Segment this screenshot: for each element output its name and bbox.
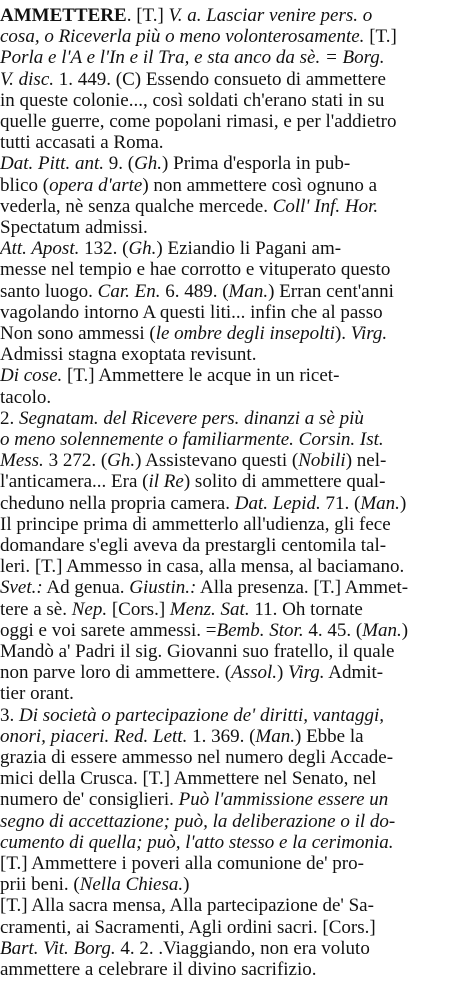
entry-text: ammettere a celebrare il divino sacrifizio. bbox=[0, 959, 317, 980]
entry-text: vagolando intorno A questi liti... infin che al passo bbox=[0, 301, 383, 323]
italic-text: Nobili bbox=[298, 450, 346, 472]
entry-text: grazia di essere ammesso nel numero degli Accade- bbox=[0, 747, 394, 768]
italic-text: Car. En. bbox=[97, 280, 161, 302]
entry-text: blico ( bbox=[0, 174, 50, 196]
italic-text: Man. bbox=[362, 619, 402, 641]
italic-text: Menz. Sat. bbox=[169, 598, 250, 620]
entry-text: Alla presenza. [T.] Ammet- bbox=[196, 577, 409, 599]
entry-text: ) Erran cent'anni bbox=[268, 280, 394, 302]
italic-text: Dat. Lepid. bbox=[234, 492, 321, 514]
entry-line bbox=[0, 958, 462, 982]
entry-text: ) bbox=[399, 492, 407, 514]
entry-text: ) Prima d'esporla in pub- bbox=[162, 153, 351, 175]
italic-text: Di cose. bbox=[0, 365, 63, 387]
entry-text: Non sono ammessi ( bbox=[0, 323, 156, 344]
entry-text: santo luogo. bbox=[0, 280, 98, 302]
entry-text: ) solito di ammettere qual- bbox=[183, 471, 386, 493]
entry-text: [T.] Ammettere i poveri alla comunione de' pro- bbox=[0, 853, 364, 874]
entry-text: 3 272. ( bbox=[43, 450, 108, 472]
entry-text: ) Assistevano questi ( bbox=[135, 450, 299, 472]
italic-text: Coll' Inf. Hor. bbox=[272, 195, 379, 217]
entry-text: ) bbox=[277, 662, 289, 684]
entry-text: tier orant. bbox=[0, 683, 74, 705]
italic-text: Virg. bbox=[288, 662, 325, 684]
italic-text: opera d'arte bbox=[49, 174, 143, 196]
entry-text: ). bbox=[334, 323, 351, 344]
italic-text: il Re bbox=[148, 471, 184, 493]
entry-text: Admissi stagna exoptata revisunt. bbox=[0, 344, 257, 366]
entry-text: quelle guerre, come popolani rimasi, e per l'addietro bbox=[0, 111, 397, 132]
italic-text: Att. Apost. bbox=[0, 238, 80, 260]
entry-text: [T.] Alla sacra mensa, Alla partecipazione de' Sa- bbox=[0, 895, 374, 917]
italic-text: cosa, o Riceverla più o meno volonterosamente. bbox=[0, 26, 365, 48]
italic-text: Man. bbox=[255, 725, 295, 747]
entry-text: non parve loro di ammettere. ( bbox=[0, 662, 232, 684]
italic-text: Man. bbox=[228, 280, 269, 302]
entry-text: ) non ammettere così ognuno a bbox=[142, 174, 378, 196]
italic-text: segno di accettazione; può, la deliberazione o il do- bbox=[0, 810, 396, 832]
italic-text: Giustin.: bbox=[129, 577, 197, 599]
entry-text: [T.] bbox=[364, 26, 397, 48]
italic-text: Di società o partecipazione de' diritti, vantaggi, bbox=[19, 704, 385, 726]
entry-text: 4. 45. ( bbox=[303, 619, 363, 641]
entry-text: l'anticamera... Era ( bbox=[0, 471, 149, 493]
italic-text: Nep. bbox=[71, 598, 108, 620]
entry-text: [Cors.] bbox=[107, 598, 170, 620]
italic-text: Bemb. Stor. bbox=[216, 619, 304, 641]
entry-text: Admit- bbox=[324, 662, 384, 684]
italic-text: Mess. bbox=[0, 450, 44, 472]
entry-text: in queste colonie..., così soldati ch'erano stati in su bbox=[0, 89, 385, 111]
entry-text: 3. bbox=[0, 704, 19, 726]
entry-text: cheduno nella propria camera. bbox=[0, 492, 235, 514]
entry-text: ) Eziandio li Pagani am- bbox=[156, 238, 342, 260]
italic-text: Assol. bbox=[231, 662, 278, 684]
italic-text: Dat. Pitt. ant. bbox=[0, 153, 104, 175]
entry-text: tutti accasati a Roma. bbox=[0, 132, 164, 154]
entry-text: Ad genua. bbox=[42, 577, 130, 599]
entry-text: numero de' consiglieri. bbox=[0, 789, 179, 811]
italic-text: Gh. bbox=[128, 238, 157, 260]
headword: AMMETTERE bbox=[0, 5, 127, 26]
entry-text: messe nel tempio e hae corrotto e vituperato questo bbox=[0, 259, 391, 281]
entry-text: 4. 2. .Viaggiando, non era voluto bbox=[115, 937, 370, 959]
entry-text: prii beni. ( bbox=[0, 874, 80, 896]
entry-text: cramenti, ai Sacramenti, Agli ordini sacri. [Cors.] bbox=[0, 916, 376, 938]
entry-text: Spectatum admissi. bbox=[0, 217, 148, 238]
entry-text: mici della Crusca. [T.] Ammettere nel Senato, nel bbox=[0, 768, 377, 790]
entry-text: 2. bbox=[0, 407, 19, 429]
entry-text: 71. ( bbox=[320, 492, 361, 514]
entry-text: leri. [T.] Ammesso in casa, alla mensa, al baciamano. bbox=[0, 556, 405, 578]
italic-text: Gh. bbox=[134, 153, 163, 175]
entry-text: ) bbox=[401, 619, 409, 641]
entry-text: Il principe prima di ammetterlo all'udienza, gli fece bbox=[0, 513, 391, 535]
italic-text: Segnatam. del Ricevere pers. dinanzi a sè più bbox=[19, 407, 364, 429]
entry-text: tere a sè. bbox=[0, 598, 72, 620]
entry-text: tacolo. bbox=[0, 386, 52, 408]
italic-text: Virg. bbox=[350, 323, 388, 344]
entry-text: 6. 489. ( bbox=[160, 280, 229, 302]
entry-text: 11. Oh tornate bbox=[249, 598, 363, 620]
italic-text: onori, piaceri. Red. Lett. bbox=[0, 725, 188, 747]
entry-text: ) nel- bbox=[345, 450, 387, 472]
italic-text: cumento di quella; può, l'atto stesso e la cerimonia. bbox=[0, 831, 394, 853]
entry-text: ) Ebbe la bbox=[295, 725, 364, 747]
entry-text: vederla, nè senza qualche mercede. bbox=[0, 195, 273, 217]
entry-text: oggi e voi sarete ammessi. = bbox=[0, 619, 217, 641]
entry-text: 1. 449. (C) Essendo consueto di ammettere bbox=[54, 68, 386, 90]
italic-text: Man. bbox=[360, 492, 400, 514]
entry-text: 132. ( bbox=[79, 238, 129, 260]
italic-text: o meno solennemente o familiarmente. Corsin. Ist. bbox=[0, 429, 384, 450]
entry-text: 1. 369. ( bbox=[187, 725, 256, 747]
entry-text: ) bbox=[183, 874, 190, 896]
italic-text: Può l'ammissione essere un bbox=[178, 789, 389, 811]
entry-text: [T.] Ammettere le acque in un ricet- bbox=[62, 365, 340, 387]
italic-text: Nella Chiesa. bbox=[79, 874, 184, 896]
entry-text: 9. ( bbox=[103, 153, 135, 175]
italic-text: V. disc. bbox=[0, 68, 55, 90]
italic-text: Porla e l'A e l'In e il Tra, e sta anco da sè. = Borg. bbox=[0, 47, 385, 69]
italic-text: V. a. Lasciar venire pers. o bbox=[168, 5, 373, 26]
italic-text: Bart. Vit. Borg. bbox=[0, 937, 116, 959]
italic-text: Gh. bbox=[107, 450, 136, 472]
entry-text: domandare s'egli aveva da prestargli centomila tal- bbox=[0, 535, 387, 556]
italic-text: Svet.: bbox=[0, 577, 43, 599]
italic-text: le ombre degli insepolti bbox=[155, 323, 335, 344]
entry-text: . [T.] bbox=[126, 5, 169, 26]
entry-text: Mandò a' Padri il sig. Giovanni suo fratello, il quale bbox=[0, 641, 395, 662]
